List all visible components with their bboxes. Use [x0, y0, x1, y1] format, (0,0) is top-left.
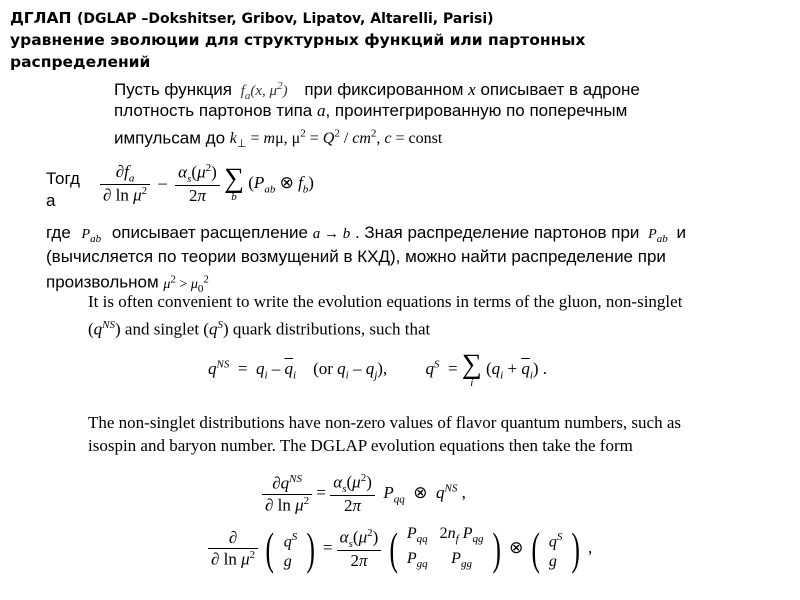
intro-line-3: импульсам до $k_\perp = m\mu$, $\mu^2 = Q^2 / cm^2$, c = const	[114, 128, 443, 151]
var-a: a	[316, 101, 326, 120]
where-line-3: произвольном $\mu^2 > \mu_0^2$	[46, 272, 209, 295]
var-x: x	[468, 80, 476, 99]
title-expansion: (DGLAP –Dokshitser, Gribov, Lipatov, Altarelli, Parisi)	[76, 11, 494, 27]
dglap-equation: $\frac{\partial f_a}{\partial \ln \mu^2}$ – $\frac{\alpha_s(\mu^2)}{2\pi}$ ∑ b ($P_{ab}$ ⊗ $f_b$)	[100, 162, 314, 206]
intro-line-2: плотность партонов типа a, проинтегрированную по поперечным	[114, 101, 628, 120]
formula-k-perp: $k_\perp = m\mu$, $\mu^2 = Q^2 / cm^2$, c = const	[229, 128, 443, 151]
singlet-evolution-equation: $\frac{\partial}{\partial \ln \mu^2}$ ( $q^S$ g ) = $\frac{\alpha_s(\mu^2)}{2\pi}$ ( $P_{qq}$ $2n_f$ $P_{qg}$ $P_{gq}$ $P_{gg}$ ) ⊗ ( $q^S$ g ) ,	[208, 524, 592, 574]
english-para-1-line-1: It is often convenient to write the evolution equations in terms of the gluon, non-singlet	[88, 292, 683, 311]
title-line-3: распределений	[10, 53, 151, 71]
english-para-2-line-2: isospin and baryon number. The DGLAP evolution equations then take the form	[88, 436, 633, 455]
page-title	[10, 8, 494, 29]
then-label: Тогд а	[46, 169, 80, 210]
intro-line-1: Пусть функция $f_a(x$, $\mu^2$) при фиксированном x описывает в адроне	[114, 80, 640, 102]
qns-qs-definition: $q^{NS} = q_i - \overline{q}_i$ (or $q_i - q_j$), $q^S$ = ∑ i $(q_i + \overline{q}_i)$ .	[208, 349, 548, 389]
title-line-2: уравнение эволюции для структурных функций или партонных	[10, 31, 586, 49]
title-acronym: ДГЛАП	[10, 9, 72, 27]
nonsinglet-evolution-equation: $\frac{\partial q^{NS}}{\partial \ln \mu^2}$ = $\frac{\alpha_s(\mu^2)}{2\pi}$ $P_{qq}$ ⊗ $q^{NS}$ ,	[262, 472, 466, 516]
where-line-1: где $P_{ab}$ описывает расщепление a → b . Зная распределение партонов при $P_{ab}$ и	[46, 223, 686, 245]
formula-f-a: $f_a(x$, $\mu^2$)	[240, 80, 288, 102]
english-para-1-line-2: $(q^{NS})$ and singlet $(q^S)$ quark distributions, such that	[88, 319, 431, 339]
english-para-2-line-1: The non-singlet distributions have non-zero values of flavor quantum numbers, such as	[88, 413, 681, 432]
where-line-2: (вычисляется по теории возмущений в КХД), можно найти распределение при	[46, 247, 666, 266]
